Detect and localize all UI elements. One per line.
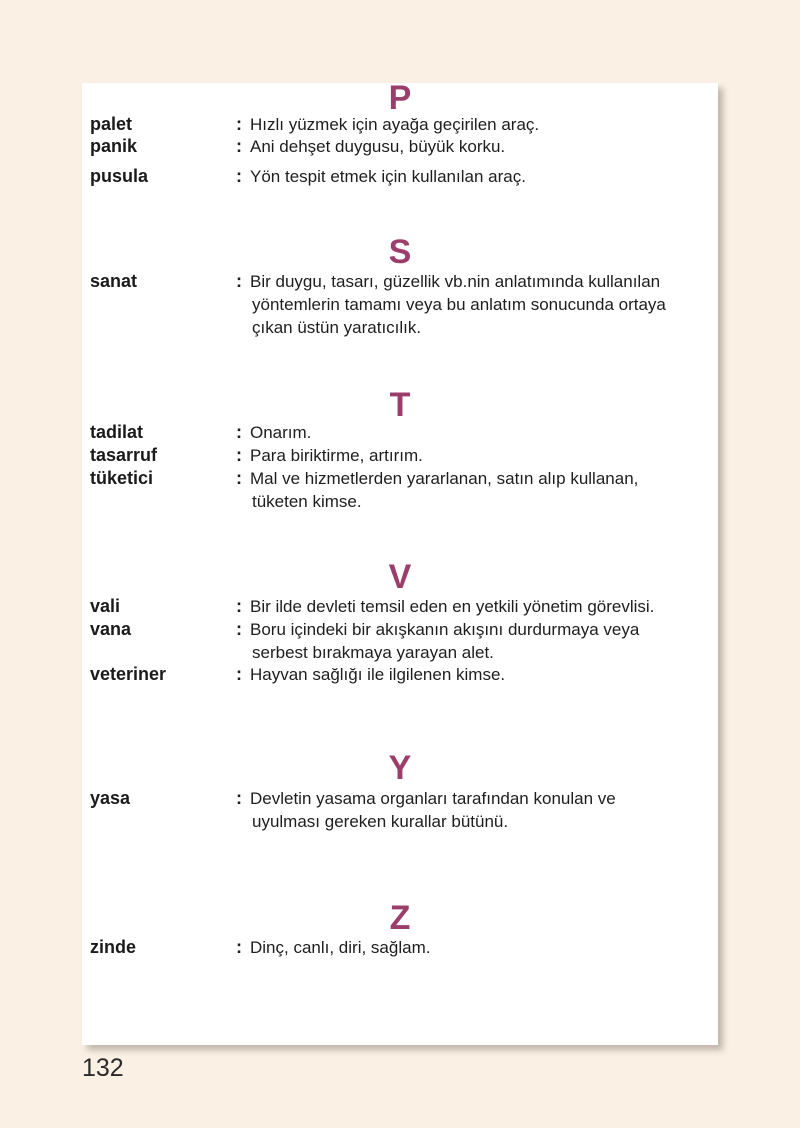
- separator: :: [236, 422, 242, 442]
- separator: :: [236, 136, 242, 156]
- section-letter-t: T: [389, 386, 411, 424]
- section-letter-p: P: [388, 79, 412, 117]
- term-palet: palet: [90, 114, 133, 134]
- separator: :: [236, 788, 242, 808]
- section-letter-z: Z: [389, 899, 411, 937]
- section-letter-v: V: [388, 558, 412, 596]
- definition-line: uyulması gereken kurallar bütünü.: [252, 812, 509, 831]
- definition-yasa: [250, 787, 718, 833]
- separator: :: [236, 937, 242, 957]
- definition-line: yöntemlerin tamamı veya bu anlatım sonucunda ortaya: [252, 295, 666, 314]
- term-vali: vali: [90, 596, 121, 616]
- separator: :: [236, 664, 242, 684]
- separator: :: [236, 468, 242, 488]
- section-letter-y: Y: [388, 749, 412, 787]
- separator: :: [236, 619, 242, 639]
- definition-palet: Hızlı yüzmek için ayağa geçirilen araç.: [250, 115, 540, 134]
- term-veteriner: veteriner: [90, 664, 167, 684]
- term-tuketici: tüketici: [90, 468, 154, 488]
- definition-tuketici: [250, 467, 718, 513]
- definition-line: Bir duygu, tasarı, güzellik vb.nin anlatımında kullanılan: [250, 272, 661, 291]
- separator: :: [236, 271, 242, 291]
- definition-zinde: Dinç, canlı, diri, sağlam.: [250, 938, 431, 957]
- term-tadilat: tadilat: [90, 422, 144, 442]
- definition-vana: [250, 618, 718, 664]
- definition-line: tüketen kimse.: [252, 492, 362, 511]
- definition-veteriner: Hayvan sağlığı ile ilgilenen kimse.: [250, 665, 506, 684]
- definition-tadilat: Onarım.: [250, 423, 312, 442]
- definition-line: Devletin yasama organları tarafından konulan ve: [250, 789, 616, 808]
- term-sanat: sanat: [90, 271, 138, 291]
- separator: :: [236, 166, 242, 186]
- term-panik: panik: [90, 136, 138, 156]
- term-tasarruf: tasarruf: [90, 445, 158, 465]
- page-number: 132: [82, 1054, 124, 1082]
- definition-vali: Bir ilde devleti temsil eden en yetkili yönetim görevlisi.: [250, 597, 655, 616]
- definition-pusula: Yön tespit etmek için kullanılan araç.: [250, 167, 526, 186]
- definition-sanat: [250, 270, 718, 339]
- separator: :: [236, 114, 242, 134]
- term-pusula: pusula: [90, 166, 149, 186]
- definition-tasarruf: Para biriktirme, artırım.: [250, 446, 423, 465]
- definition-panik: Ani dehşet duygusu, büyük korku.: [250, 137, 506, 156]
- separator: :: [236, 445, 242, 465]
- definition-line: serbest bırakmaya yarayan alet.: [252, 643, 494, 662]
- term-yasa: yasa: [90, 788, 131, 808]
- term-vana: vana: [90, 619, 132, 639]
- definition-line: Boru içindeki bir akışkanın akışını durdurmaya veya: [250, 620, 640, 639]
- section-letter-s: S: [388, 233, 412, 271]
- glossary-page: [82, 79, 718, 1045]
- term-zinde: zinde: [90, 937, 137, 957]
- definition-line: çıkan üstün yaratıcılık.: [252, 318, 422, 337]
- definition-line: Mal ve hizmetlerden yararlanan, satın alıp kullanan,: [250, 469, 639, 488]
- separator: :: [236, 596, 242, 616]
